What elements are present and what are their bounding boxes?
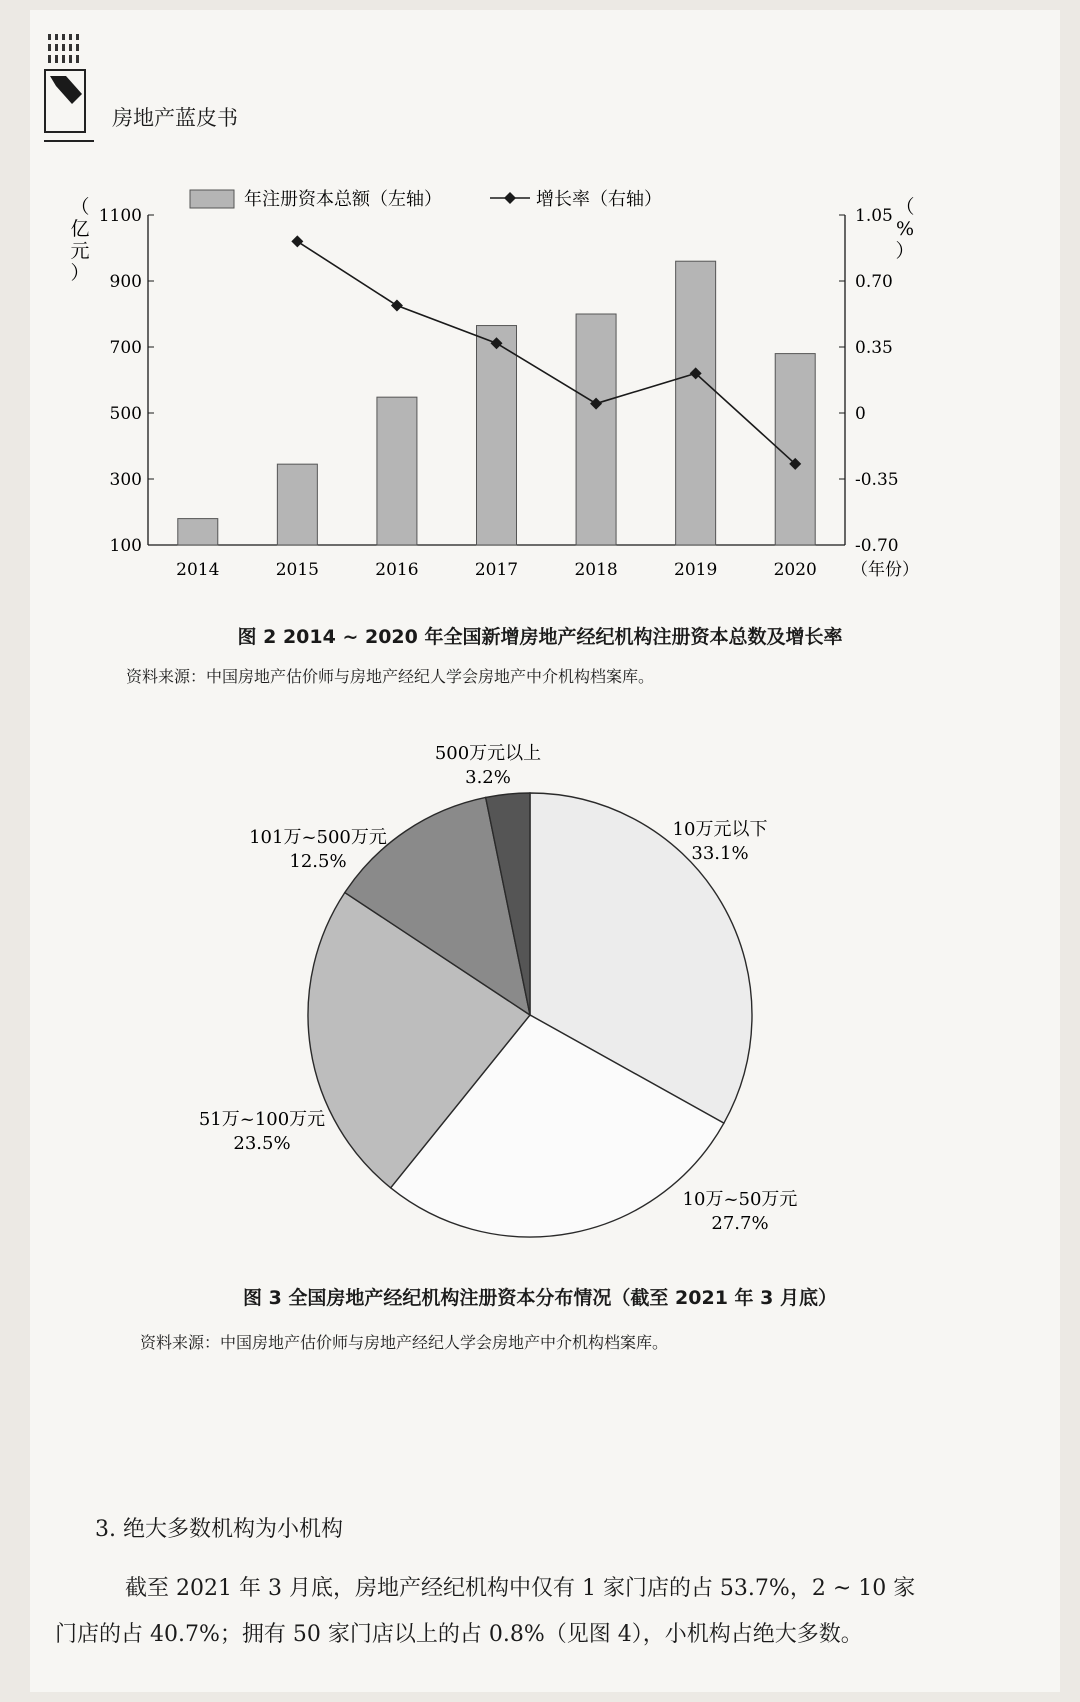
growth-line: [297, 241, 795, 464]
x-tick-label: 2018: [574, 560, 618, 580]
legend-bar-swatch: [190, 190, 234, 208]
left-tick-label: 100: [109, 536, 142, 556]
legend-line-label: 增长率（右轴）: [536, 189, 662, 210]
slice-label: 10万~50万元: [682, 1189, 798, 1210]
legend-bar-label: 年注册资本总额（左轴）: [244, 189, 442, 210]
left-tick-label: 1100: [98, 206, 142, 226]
figure3-caption: 图 3 全国房地产经纪机构注册资本分布情况（截至 2021 年 3 月底）: [242, 1287, 837, 1309]
x-tick-label: 2014: [176, 560, 220, 580]
x-tick-label: 2020: [773, 560, 817, 580]
slice-label: 500万元以上: [434, 743, 542, 764]
slice-value: 33.1%: [691, 843, 749, 864]
right-tick-label: -0.70: [855, 536, 899, 556]
figure3-source: 资料来源：中国房地产估价师与房地产经纪人学会房地产中介机构档案库。: [140, 1333, 669, 1352]
right-axis-label: （%）: [895, 196, 915, 262]
growth-point: [391, 300, 403, 312]
paragraph-line-2: 门店的占 40.7%；拥有 50 家门店以上的占 0.8%（见图 4），小机构占绝大多数。: [55, 1622, 863, 1647]
slice-value: 12.5%: [289, 851, 347, 872]
book-title: 房地产蓝皮书: [112, 106, 238, 130]
figure2-source: 资料来源：中国房地产估价师与房地产经纪人学会房地产中介机构档案库。: [126, 667, 655, 686]
x-tick-label: 2015: [275, 560, 319, 580]
section-heading: 3. 绝大多数机构为小机构: [95, 1517, 343, 1542]
bar: [277, 464, 317, 545]
bar: [775, 354, 815, 545]
book-arrow-icon: [44, 34, 88, 134]
right-tick-label: 1.05: [855, 206, 893, 226]
bar: [178, 519, 218, 545]
left-tick-label: 900: [109, 272, 142, 292]
paragraph-line-1: 截至 2021 年 3 月底，房地产经纪机构中仅有 1 家门店的占 53.7%，2 ~ 10 家: [125, 1576, 916, 1601]
slice-value: 27.7%: [711, 1213, 769, 1234]
right-tick-label: 0.70: [855, 272, 893, 292]
slice-label: 101万~500万元: [249, 827, 387, 848]
x-tick-label: 2016: [375, 560, 419, 580]
slice-value: 3.2%: [465, 767, 511, 788]
right-tick-label: 0.35: [855, 338, 893, 358]
x-tick-label: 2017: [474, 560, 519, 580]
left-tick-label: 500: [109, 404, 142, 424]
slice-label: 51万~100万元: [198, 1109, 326, 1130]
pie-chart: [0, 735, 1080, 1275]
left-tick-label: 300: [109, 470, 142, 490]
slice-label: 10万元以下: [672, 819, 768, 840]
bar: [676, 261, 716, 545]
right-tick-label: 0: [855, 404, 866, 424]
header-rule: [44, 140, 94, 142]
right-tick-label: -0.35: [855, 470, 899, 490]
left-axis-label: （亿元）: [70, 196, 90, 284]
figure2-caption: 图 2 2014 ~ 2020 年全国新增房地产经纪机构注册资本总数及增长率: [237, 626, 843, 648]
growth-point: [291, 235, 303, 247]
left-tick-label: 700: [109, 338, 142, 358]
legend-line-marker: [504, 192, 516, 204]
slice-value: 23.5%: [233, 1133, 291, 1154]
x-tick-label: 2019: [674, 560, 718, 580]
body-paragraph: [55, 1566, 1035, 1658]
x-axis-label: （年份）: [851, 560, 919, 580]
combo-chart: [0, 165, 1080, 615]
bar: [477, 326, 517, 545]
bar: [377, 397, 417, 545]
bar: [576, 314, 616, 545]
